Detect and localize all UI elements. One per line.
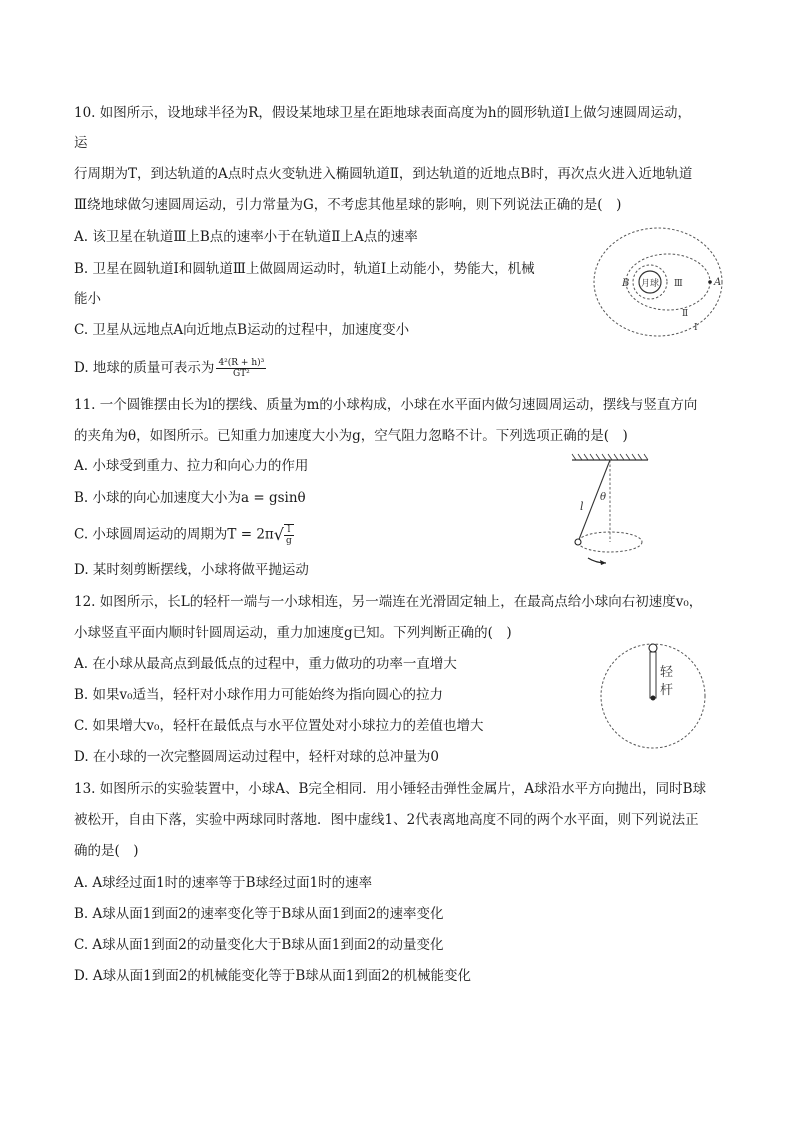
q10-stem-line2: 运: [74, 135, 88, 151]
label-a: A: [714, 277, 722, 288]
q13-option-d: D. A球从面1到面2的机械能变化等于B球从面1到面2的机械能变化: [74, 968, 471, 984]
light-rod: [650, 652, 656, 698]
period-fraction: [284, 524, 294, 546]
q13-stem-line3: 确的是( ): [74, 843, 139, 859]
label-II: Ⅱ: [682, 309, 689, 319]
pivot-axis: [651, 696, 656, 701]
q10-option-c: C. 卫星从远地点A向近地点B运动的过程中，加速度变小: [74, 322, 410, 338]
label-rod-2: 杆: [660, 683, 674, 698]
label-moon: 月球: [641, 279, 660, 289]
period-fraction-numerator: l: [284, 525, 294, 536]
label-l: l: [580, 500, 584, 513]
q12-option-a: A. 在小球从最高点到最低点的过程中，重力做功的功率一直增大: [74, 656, 457, 672]
mass-fraction-numerator: 4²(R + h)³: [218, 358, 265, 368]
q10-option-a: A. 该卫星在轨道Ⅲ上B点的速率小于在轨道Ⅱ上A点的速率: [74, 229, 418, 245]
q11-option-a: A. 小球受到重力、拉力和向心力的作用: [74, 458, 309, 474]
mass-fraction-denominator: GT²: [232, 369, 250, 379]
q13-option-c: C. A球从面1到面2的动量变化大于B球从面1到面2的动量变化: [74, 937, 444, 953]
q12-option-b: B. 如果v₀适当，轻杆对小球作用力可能始终为指向圆心的拉力: [74, 687, 444, 703]
label-b: B: [622, 278, 630, 289]
point-a-dot: [708, 280, 712, 284]
q11-option-c: [74, 524, 294, 546]
q13-stem-line1: 13. 如图所示的实验装置中，小球A、B完全相同．用小锤轻击弹性金属片，A球沿水平方向抛出，同时B球: [74, 781, 707, 797]
q11-option-d: D. 某时刻剪断摆线，小球将做平抛运动: [74, 562, 309, 578]
q12-option-d: D. 在小球的一次完整圆周运动过程中，轻杆对球的总冲量为0: [74, 749, 440, 765]
q10-option-d: [74, 358, 266, 379]
label-theta: θ: [600, 492, 607, 503]
conical-pendulum-diagram: [568, 450, 658, 570]
q10-option-b-line2: 能小: [74, 291, 101, 307]
ceiling-hatch: [572, 454, 648, 460]
q13-stem-line2: 被松开，自由下落，实验中两球同时落地．图中虚线1、2代表离地高度不同的两个水平面，则下列说法正: [74, 812, 699, 828]
q12-stem-line1: 12. 如图所示，长L的轻杆一端与一小球相连，另一端连在光滑固定轴上，在最高点给小球向右初速度v₀，: [74, 594, 703, 610]
q13-option-b: B. A球从面1到面2的速率变化等于B球从面1到面2的速率变化: [74, 906, 444, 922]
orbit-diagram: [578, 222, 728, 342]
q12-option-c: C. 如果增大v₀，轻杆在最低点与水平位置处对小球拉力的差值也增大: [74, 718, 484, 734]
q10-stem-line3: 行周期为T，到达轨道的A点时点火变轨进入椭圆轨道Ⅱ，到达轨道的近地点B时，再次点火进入近地轨道: [74, 166, 693, 182]
q13-option-a: A. A球经过面1时的速率等于B球经过面1时的速率: [74, 875, 373, 891]
q11-option-c-text: C. 小球圆周运动的周期为T = 2π: [74, 526, 274, 543]
q11-stem-line2: 的夹角为θ，如图所示。已知重力加速度大小为g，空气阻力忽略不计。下列选项正确的是( ): [74, 428, 628, 444]
label-III: Ⅲ: [674, 279, 683, 289]
q10-stem-line4: Ⅲ绕地球做匀速圆周运动，引力常量为G，不考虑其他星球的影响，则下列说法正确的是( ): [74, 197, 622, 213]
q10-option-b-line1: B. 卫星在圆轨道Ⅰ和圆轨道Ⅲ上做圆周运动时，轨道Ⅰ上动能小，势能大，机械: [74, 261, 535, 277]
period-fraction-denominator: g: [286, 536, 292, 546]
rod-ball: [649, 644, 657, 652]
q10-option-d-text: D. 地球的质量可表示为: [74, 360, 215, 376]
q10-stem-line1: 10. 如图所示，设地球半径为R，假设某地球卫星在距地球表面高度为h的圆形轨道Ⅰ上做匀速圆周运动，: [74, 105, 691, 121]
sqrt-sign: √: [273, 525, 284, 544]
pendulum-ball: [575, 539, 581, 545]
mass-fraction: [216, 358, 266, 379]
q12-stem-line2: 小球竖直平面内顺时针圆周运动，重力加速度g已知。下列判断正确的( ): [74, 625, 512, 641]
q11-stem-line1: 11. 一个圆锥摆由长为l的摆线、质量为m的小球构成，小球在水平面内做匀速圆周运动，摆线与竖直方向: [74, 397, 698, 413]
q11-option-b: B. 小球的向心加速度大小为a = gsinθ: [74, 490, 306, 506]
rod-circle-diagram: [598, 640, 708, 752]
label-rod-1: 轻: [660, 665, 674, 680]
label-I: Ⅰ: [694, 323, 698, 333]
